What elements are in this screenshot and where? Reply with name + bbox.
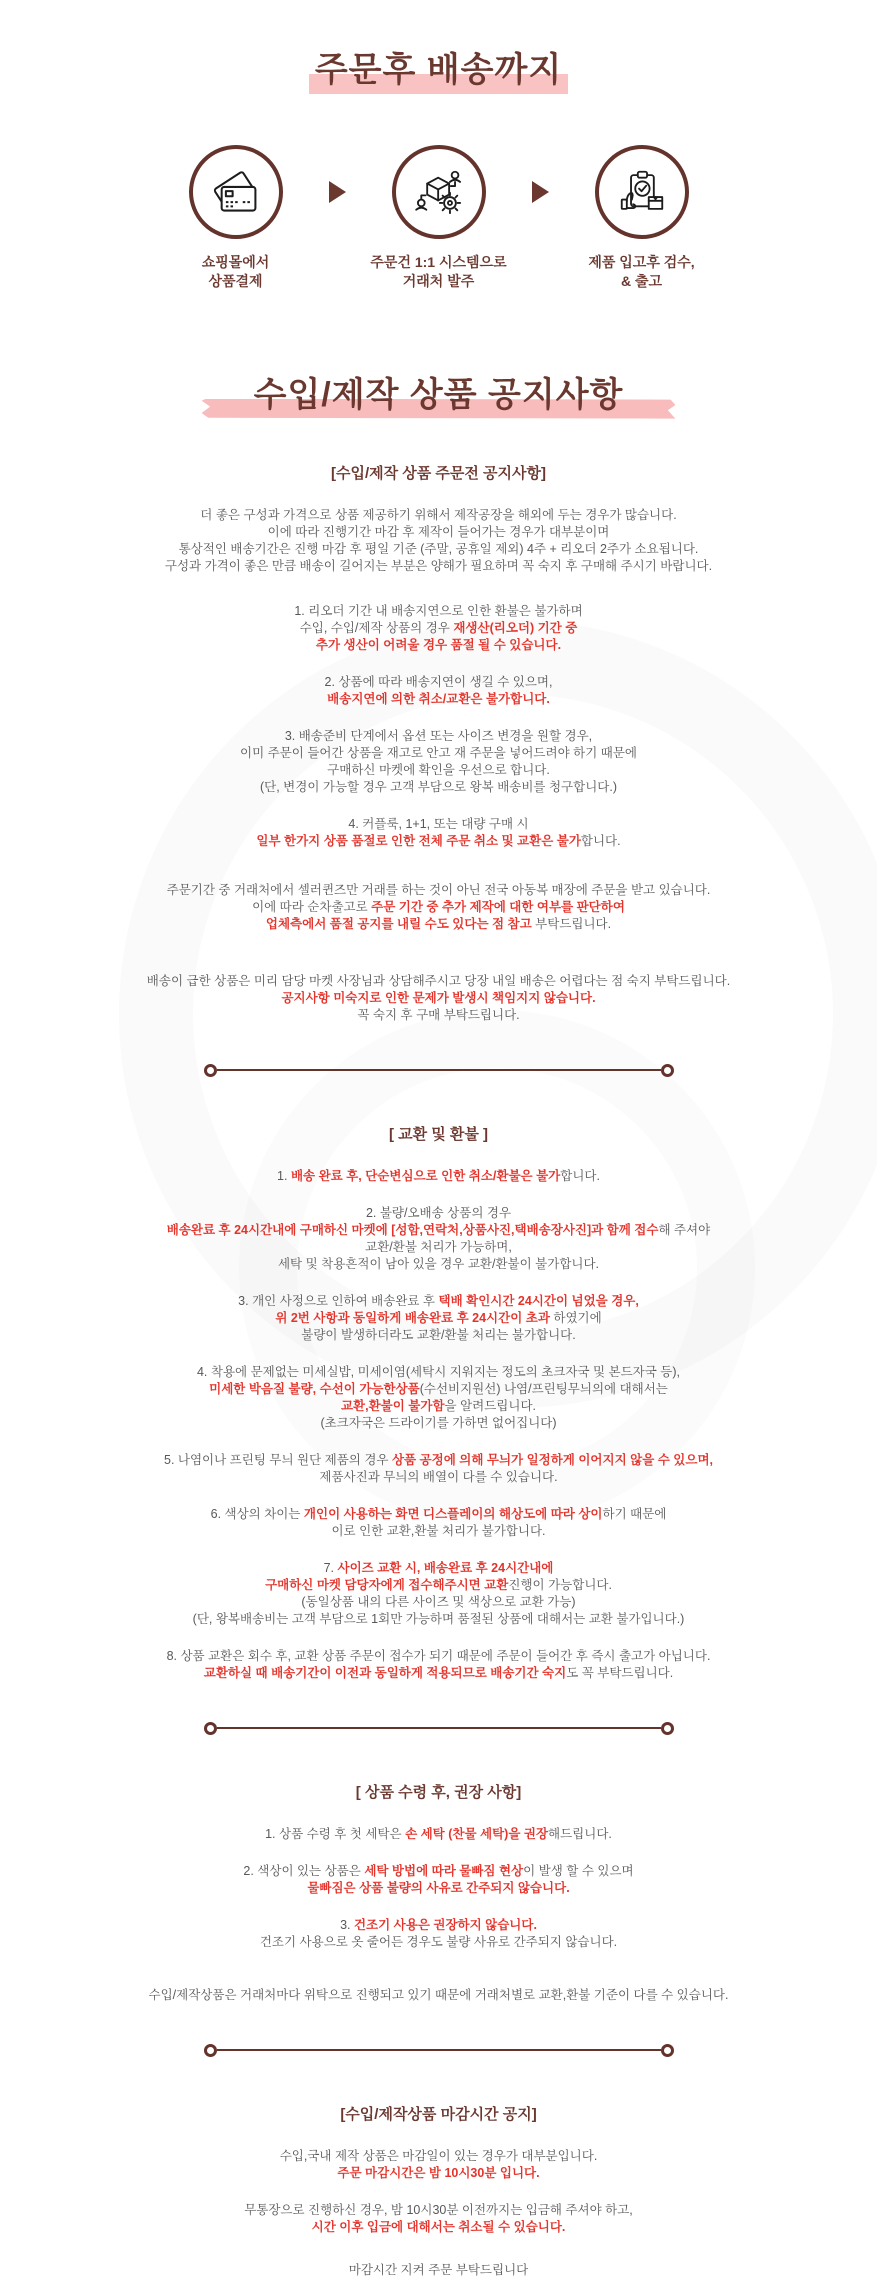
divider-line (217, 1069, 661, 1071)
notice-line (113, 728, 765, 745)
notice-paragraph (113, 816, 765, 850)
notice-text: 수입,국내 제작 상품은 마감일이 있는 경우가 대부분입니다. (280, 2149, 598, 2163)
divider-ring-icon (661, 1064, 674, 1077)
notice-line (113, 1381, 765, 1398)
notice-line (113, 507, 765, 524)
notice-text: 도 꼭 부탁드립니다. (566, 1666, 673, 1680)
page-title: 수입/제작 상품 공지사항 (254, 376, 624, 414)
notice-text: 더 좋은 구성과 가격으로 상품 제공하기 위해서 제작공장을 해외에 두는 경우가 많습니다. (200, 508, 676, 522)
notice-line (113, 2202, 765, 2219)
notice-text: 6. 색상의 차이는 (211, 1507, 304, 1521)
notice-text: 세탁 및 착용흔적이 남아 있을 경우 교환/환불이 불가합니다. (278, 1257, 599, 1271)
notice-line (113, 637, 765, 654)
notice-line (113, 1398, 765, 1415)
notice-text: 7. (324, 1561, 338, 1575)
notice-line (113, 779, 765, 796)
notice-text: 꼭 숙지 후 구매 부탁드립니다. (357, 1008, 519, 1022)
notice-line (113, 1256, 765, 1273)
step-caption-line: & 출고 (588, 272, 694, 291)
notice-text-highlight: 교환하실 때 배송기간이 이전과 동일하게 적용되므로 배송기간 숙지 (204, 1666, 566, 1680)
step-caption-line: 쇼핑몰에서 (202, 253, 270, 272)
notice-text: 교환/환불 처리가 가능하며, (365, 1240, 512, 1254)
step-caption-line: 상품결제 (202, 272, 270, 291)
page-title: 주문후 배송까지 (315, 51, 562, 89)
notice-line (113, 1611, 765, 1628)
notice-text: (동일상품 내의 다른 사이즈 및 색상으로 교환 가능) (301, 1595, 575, 1609)
notice-text: 제품사진과 무늬의 배열이 다를 수 있습니다. (319, 1470, 557, 1484)
notice-text: 2. 불량/오배송 상품의 경우 (366, 1206, 511, 1220)
notice-line (113, 1415, 765, 1432)
notice-text: 5. 나염이나 프린팅 무늬 원단 제품의 경우 (164, 1453, 392, 1467)
notice-paragraph (113, 882, 765, 933)
notice-text: 이에 따라 순차출고로 (252, 900, 371, 914)
notice-line (113, 620, 765, 637)
notice-text: 하기 때문에 (603, 1507, 667, 1521)
step-inspection (549, 145, 735, 291)
notice-text: 3. 배송준비 단계에서 옵션 또는 사이즈 변경을 원할 경우, (285, 729, 592, 743)
section-divider (204, 2044, 674, 2057)
notice-text: 합니다. (560, 1169, 600, 1183)
notice-line (113, 1168, 765, 1185)
divider-line (217, 1727, 661, 1729)
notice-text: 마감시간 지켜 주문 부탁드립니다 (349, 2263, 528, 2277)
notice-line (113, 833, 765, 850)
notice-line (113, 1987, 765, 2004)
notice-text: 하였기에 (550, 1311, 602, 1325)
credit-card-icon (189, 145, 283, 239)
notice-line (113, 674, 765, 691)
notice-text-highlight: 건조기 사용은 권장하지 않습니다. (354, 1918, 537, 1932)
notice-line (113, 2262, 765, 2279)
notice-paragraph (113, 1987, 765, 2004)
notice-text: 2. 상품에 따라 배송지연이 생길 수 있으며, (325, 675, 553, 689)
notice-line (113, 524, 765, 541)
notice-text: 이미 주문이 들어간 상품을 재고로 안고 재 주문을 넣어드려야 하기 때문에 (240, 746, 637, 760)
notice-line (113, 691, 765, 708)
notice-text: 4. 커플룩, 1+1, 또는 대량 구매 시 (348, 817, 528, 831)
notice-text: 이로 인한 교환,환불 처리가 불가합니다. (331, 1524, 545, 1538)
notice-text-highlight: 공지사항 미숙지로 인한 문제가 발생시 책임지지 않습니다. (281, 991, 595, 1005)
section-heading: [수입/제작 상품 주문전 공지사항] (89, 462, 789, 483)
notice-text: 수입, 수입/제작 상품의 경우 (300, 621, 454, 635)
notice-paragraph (113, 507, 765, 575)
notice-line (113, 1452, 765, 1469)
notice-line (113, 916, 765, 933)
step-order-system (346, 145, 532, 291)
notice-line (113, 2148, 765, 2165)
notice-line (113, 2165, 765, 2182)
notice-paragraph (113, 1168, 765, 1185)
arrow-right-icon (329, 181, 346, 203)
notice-line (113, 1469, 765, 1486)
notice-text-highlight: 세탁 방법에 따라 물빠짐 현상 (364, 1864, 523, 1878)
notice-text-highlight: 주문 기간 중 추가 제작에 대한 여부를 판단하여 (371, 900, 625, 914)
notice-line (113, 1863, 765, 1880)
notice-line (113, 762, 765, 779)
divider-ring-icon (204, 1722, 217, 1735)
notice-paragraph (113, 1506, 765, 1540)
notice-paragraph (113, 2262, 765, 2279)
notice-text: 8. 상품 교환은 회수 후, 교환 상품 주문이 접수가 되기 때문에 주문이 들어간 후 즉시 출고가 아닙니다. (167, 1649, 711, 1663)
step-caption-line: 제품 입고후 검수, (588, 253, 694, 272)
notice-text: 불량이 발생하더라도 교환/환불 처리는 불가합니다. (301, 1328, 575, 1342)
notice-text: 무통장으로 진행하신 경우, 밤 10시30분 이전까지는 입금해 주셔야 하고, (244, 2203, 633, 2217)
notice-line (113, 745, 765, 762)
notice-text-highlight: 업체측에서 품절 공지를 내릴 수도 있다는 점 참고 (266, 917, 532, 931)
notice-paragraph (113, 674, 765, 708)
notice-text: 진행이 가능합니다. (508, 1578, 612, 1592)
notice-text-highlight: 택배 확인시간 24시간이 넘었을 경우, (439, 1294, 639, 1308)
notice-line (113, 1560, 765, 1577)
notice-text: 건조기 사용으로 옷 줄어든 경우도 불량 사유로 간주되지 않습니다. (260, 1935, 617, 1949)
product-notice-title (89, 375, 789, 416)
notice-line (113, 973, 765, 990)
notice-text: (단, 변경이 가능할 경우 고객 부담으로 왕복 배송비를 청구합니다.) (260, 780, 617, 794)
notice-paragraph (113, 2148, 765, 2182)
notice-line (113, 990, 765, 1007)
notice-text: 배송이 급한 상품은 미리 담당 마켓 사장님과 상담해주시고 당장 내일 배송은 어렵다는 점 숙지 부탁드립니다. (147, 974, 730, 988)
notice-text-highlight: 추가 생산이 어려울 경우 품절 될 수 있습니다. (316, 638, 561, 652)
notice-line (113, 2219, 765, 2236)
divider-ring-icon (204, 2044, 217, 2057)
notice-text: 이에 따라 진행기간 마감 후 제작이 들어가는 경우가 대부분이며 (268, 525, 610, 539)
notice-text-highlight: 개인이 사용하는 화면 디스플레이의 해상도에 따라 상이 (304, 1507, 603, 1521)
notice-content (89, 0, 789, 2279)
step-caption (588, 253, 694, 291)
notice-paragraph (113, 1364, 765, 1432)
notice-text: 2. 색상이 있는 상품은 (243, 1864, 364, 1878)
section-heading: [수입/제작상품 마감시간 공지] (89, 2103, 789, 2124)
notice-text-highlight: 상품 공정에 의해 무늬가 일정하게 이어지지 않을 수 있으며, (392, 1453, 713, 1467)
notice-text-highlight: 재생산(리오더) 기간 중 (453, 621, 577, 635)
notice-paragraph (113, 1205, 765, 1273)
notice-paragraph (113, 973, 765, 1024)
notice-line (113, 1327, 765, 1344)
notice-text-highlight: 사이즈 교환 시, 배송완료 후 24시간내에 (338, 1561, 554, 1575)
notice-text-highlight: 미세한 박음질 불량, 수선이 가능한상품 (209, 1382, 420, 1396)
arrow-right-icon (532, 181, 549, 203)
notice-text: 합니다. (581, 834, 621, 848)
notice-text: (초크자국은 드라이기를 가하면 없어집니다) (320, 1416, 556, 1430)
order-system-icon (392, 145, 486, 239)
notice-text-highlight: 주문 마감시간은 밤 10시30분 입니다. (337, 2166, 539, 2180)
notice-line (113, 1506, 765, 1523)
notice-text: (수선비지원선) 나염/프린팅무늬의에 대해서는 (420, 1382, 668, 1396)
notice-paragraph (113, 2202, 765, 2236)
step-caption (370, 253, 506, 291)
notice-line (113, 1205, 765, 1222)
section-divider (204, 1064, 674, 1077)
notice-text: 3. (340, 1918, 354, 1932)
notice-text: 이 발생 할 수 있으며 (523, 1864, 634, 1878)
notice-line (113, 558, 765, 575)
notice-text: 해드립니다. (548, 1827, 612, 1841)
notice-text: 1. (277, 1169, 291, 1183)
notice-line (113, 541, 765, 558)
notice-paragraph (113, 603, 765, 654)
notice-line (113, 1577, 765, 1594)
notice-text-highlight: 일부 한가지 상품 품절로 인한 전체 주문 취소 및 교환은 불가 (256, 834, 581, 848)
notice-text-highlight: 배송지연에 의한 취소/교환은 불가합니다. (327, 692, 550, 706)
notice-text-highlight: 배송 완료 후, 단순변심으로 인한 취소/환불은 불가 (291, 1169, 560, 1183)
shipping-notice-page (89, 0, 789, 2030)
step-caption-line: 주문건 1:1 시스템으로 (370, 253, 506, 272)
order-to-delivery-title (89, 50, 789, 91)
notice-line (113, 1665, 765, 1682)
notice-line (113, 899, 765, 916)
notice-text: 수입/제작상품은 거래처마다 위탁으로 진행되고 있기 때문에 거래처별로 교환,환불 기준이 다를 수 있습니다. (149, 1988, 729, 2002)
notice-text: 4. 착용에 문제없는 미세실밥, 미세이염(세탁시 지워지는 정도의 초크자국 및 본드자국 등), (197, 1365, 680, 1379)
notice-text: 주문기간 중 거래처에서 셀러퀸즈만 거래를 하는 것이 아닌 전국 아동복 매장에 주문을 받고 있습니다. (167, 883, 711, 897)
notice-line (113, 603, 765, 620)
notice-paragraph (113, 1452, 765, 1486)
section-heading: [ 상품 수령 후, 권장 사항] (89, 1781, 789, 1802)
notice-line (113, 1222, 765, 1239)
step-payment (143, 145, 329, 291)
notice-paragraph (113, 1863, 765, 1897)
notice-paragraph (113, 1826, 765, 1843)
notice-text: 통상적인 배송기간은 진행 마감 후 평일 기준 (주말, 공휴일 제외) 4주 + 리오더 2주가 소요됩니다. (179, 542, 699, 556)
notice-line (113, 1523, 765, 1540)
divider-ring-icon (661, 2044, 674, 2057)
notice-line (113, 1364, 765, 1381)
notice-paragraph (113, 1293, 765, 1344)
notice-line (113, 1310, 765, 1327)
notice-paragraph (113, 1648, 765, 1682)
notice-text: 해 주셔야 (658, 1223, 710, 1237)
divider-ring-icon (204, 1064, 217, 1077)
notice-line (113, 1648, 765, 1665)
notice-paragraph (113, 1917, 765, 1951)
notice-line (113, 1293, 765, 1310)
order-process-steps (89, 145, 789, 291)
notice-text: 을 알려드립니다. (445, 1399, 536, 1413)
notice-text-highlight: 교환,환불이 불가함 (341, 1399, 445, 1413)
notice-sections (89, 462, 789, 2279)
inspection-shipping-icon (595, 145, 689, 239)
notice-line (113, 816, 765, 833)
notice-line (113, 1239, 765, 1256)
notice-text-highlight: 위 2번 사항과 동일하게 배송완료 후 24시간이 초과 (275, 1311, 550, 1325)
notice-line (113, 1007, 765, 1024)
notice-text: (단, 왕복배송비는 고객 부담으로 1회만 가능하며 품절된 상품에 대해서는 교환 불가입니다.) (193, 1612, 685, 1626)
notice-text-highlight: 구매하신 마켓 담당자에게 접수해주시면 교환 (265, 1578, 508, 1592)
section-heading: [ 교환 및 환불 ] (89, 1123, 789, 1144)
notice-text: 구성과 가격이 좋은 만큼 배송이 길어지는 부분은 양해가 필요하며 꼭 숙지 후 구매해 주시기 바랍니다. (165, 559, 712, 573)
divider-line (217, 2049, 661, 2051)
notice-line (113, 1917, 765, 1934)
notice-paragraph (113, 728, 765, 796)
notice-paragraph (113, 1560, 765, 1628)
section-divider (204, 1722, 674, 1735)
notice-line (113, 1594, 765, 1611)
step-caption (202, 253, 270, 291)
notice-text: 1. 리오더 기간 내 배송지연으로 인한 환불은 불가하며 (294, 604, 582, 618)
notice-line (113, 882, 765, 899)
notice-text: 구매하신 마켓에 확인을 우선으로 합니다. (327, 763, 550, 777)
notice-line (113, 1826, 765, 1843)
notice-line (113, 1934, 765, 1951)
notice-text-highlight: 손 세탁 (찬물 세탁)을 권장 (405, 1827, 548, 1841)
notice-text: 부탁드립니다. (532, 917, 611, 931)
notice-text-highlight: 시간 이후 입금에 대해서는 취소될 수 있습니다. (312, 2220, 566, 2234)
divider-ring-icon (661, 1722, 674, 1735)
notice-text-highlight: 물빠짐은 상품 불량의 사유로 간주되지 않습니다. (307, 1881, 569, 1895)
step-caption-line: 거래처 발주 (370, 272, 506, 291)
notice-text-highlight: 배송완료 후 24시간내에 구매하신 마켓에 [성함,연락처,상품사진,택배송장사진]과 함께 접수 (167, 1223, 659, 1237)
notice-line (113, 1880, 765, 1897)
notice-text: 1. 상품 수령 후 첫 세탁은 (265, 1827, 405, 1841)
notice-text: 3. 개인 사정으로 인하여 배송완료 후 (238, 1294, 438, 1308)
